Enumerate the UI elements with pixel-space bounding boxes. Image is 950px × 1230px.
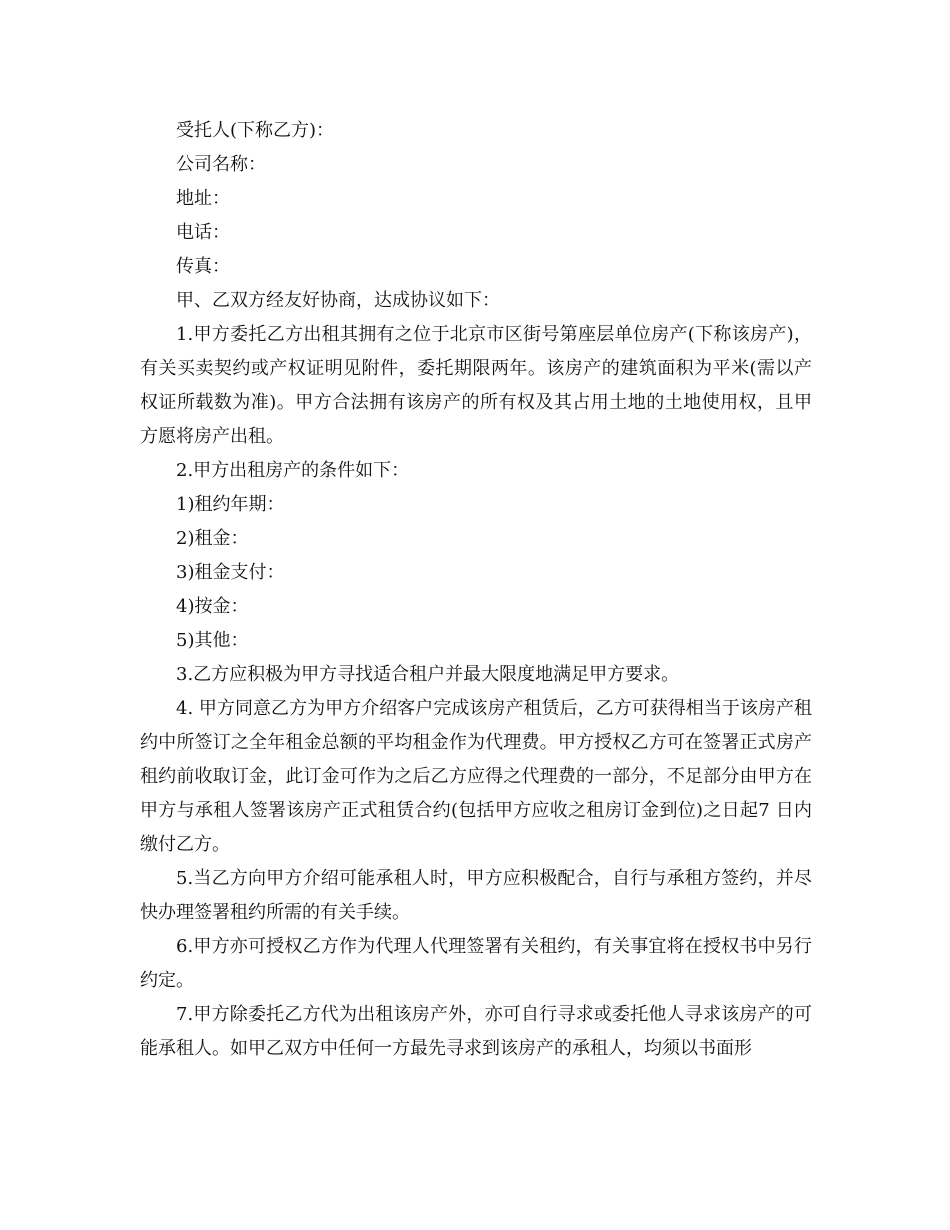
paragraph-clause-3: 3.乙方应积极为甲方寻找适合租户并最大限度地满足甲方要求。 bbox=[176, 664, 680, 685]
paragraph-clause-2-item-2: 2)租金： bbox=[176, 528, 249, 549]
paragraph-clause-5: 5.当乙方向甲方介绍可能承租人时，甲方应积极配合，自行与承租方签约，并尽快办理签署租约所需的有关手续。 bbox=[140, 868, 812, 923]
paragraph-clause-2: 2.甲方出租房产的条件如下： bbox=[176, 460, 410, 481]
paragraph-clause-2-item-4: 4)按金： bbox=[176, 596, 249, 617]
paragraph-company-name: 公司名称： bbox=[176, 154, 266, 175]
paragraph-clause-2-item-3: 3)租金支付： bbox=[176, 562, 285, 583]
paragraph-agreement-intro: 甲、乙双方经友好协商，达成协议如下： bbox=[176, 290, 500, 311]
paragraph-clause-7: 7.甲方除委托乙方代为出租该房产外，亦可自行寻求或委托他人寻求该房产的可能承租人。如甲乙双方中任何一方最先寻求到该房产的承租人，均须以书面形 bbox=[140, 1004, 812, 1059]
paragraph-address: 地址： bbox=[176, 188, 230, 209]
paragraph-clause-1: 1.甲方委托乙方出租其拥有之位于北京市区街号第座层单位房产(下称该房产)，有关买卖契约或产权证明见附件，委托期限两年。该房产的建筑面积为平米(需以产权证所载数为准)。甲方合法拥有该房产的所有权及其占用土地的土地使用权，且甲方愿将房产出租。 bbox=[140, 324, 812, 447]
paragraph-clause-4: 4. 甲方同意乙方为甲方介绍客户完成该房产租赁后，乙方可获得相当于该房产租约中所签订之全年租金总额的平均租金作为代理费。甲方授权乙方可在签署正式房产租约前收取订金，此订金可作为之后乙方应得之代理费的一部分，不足部分由甲方在甲方与承租人签署该房产正式租赁合约(包括甲方应收之租房订金到位)之日起7 日内缴付乙方。 bbox=[140, 698, 812, 855]
paragraph-clause-2-item-1: 1)租约年期： bbox=[176, 494, 285, 515]
paragraph-clause-6: 6.甲方亦可授权乙方作为代理人代理签署有关租约，有关事宜将在授权书中另行约定。 bbox=[140, 936, 812, 991]
paragraph-clause-2-item-5: 5)其他： bbox=[176, 630, 249, 651]
paragraph-phone: 电话： bbox=[176, 222, 230, 243]
document-body bbox=[140, 114, 812, 1066]
paragraph-fax: 传真： bbox=[176, 256, 230, 277]
paragraph-trustee: 受托人(下称乙方)： bbox=[176, 120, 335, 141]
